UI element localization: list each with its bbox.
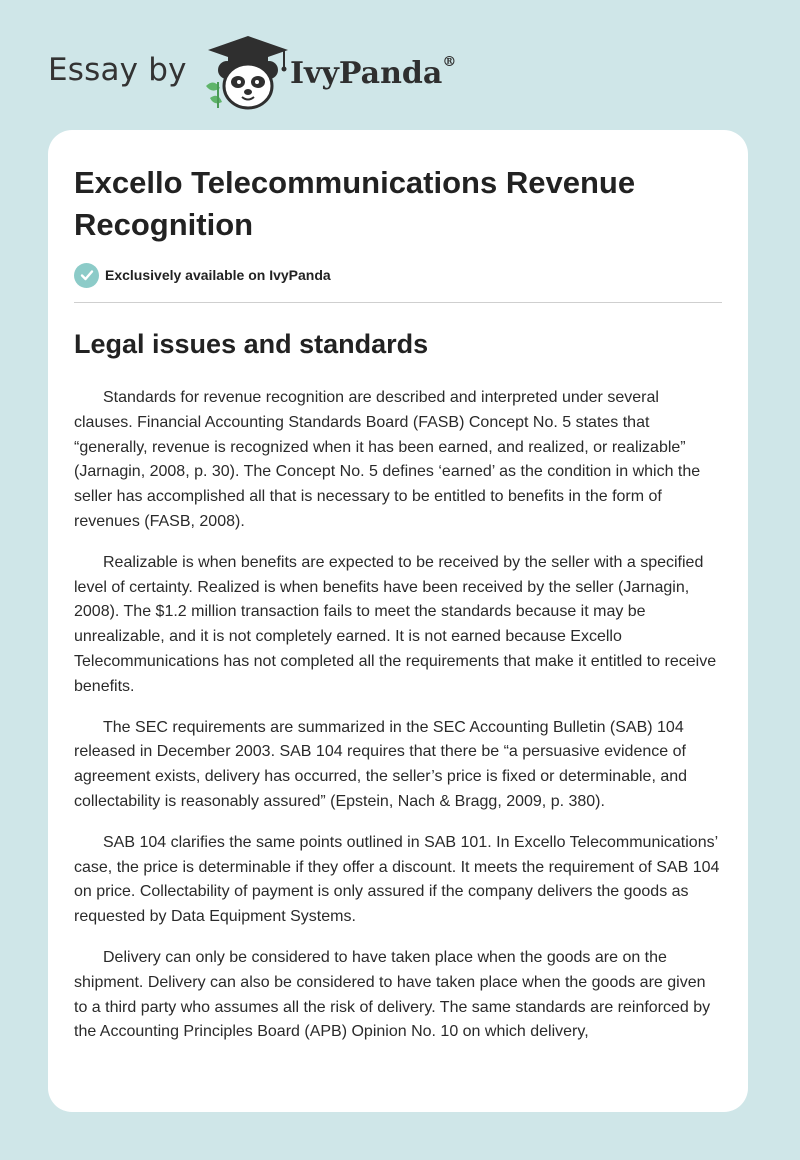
checkmark-icon [74, 263, 99, 288]
section-title: Legal issues and standards [74, 329, 429, 359]
exclusive-label: Exclusively available on IvyPanda [105, 267, 331, 283]
paragraph: The SEC requirements are summarized in the SEC Accounting Bulletin (SAB) 104 released in December 2003. SAB 104 requires that there be “a persuasive evidence of agreement exists, delivery has occurred, the seller’s price is fixed or determinable, and collectability is reasonably assured” (Epstein, Nach & Bragg, 2009, p. 380). [74, 718, 688, 810]
exclusive-badge [74, 262, 331, 288]
article-card [48, 130, 748, 1112]
page-title: Excello Telecommunications Revenue Recognition [74, 165, 636, 242]
essay-by-label: Essay by [48, 52, 187, 88]
article-body [74, 386, 722, 1061]
divider [74, 302, 722, 303]
paragraph: Realizable is when benefits are expected to be received by the seller with a specified level of certainty. Realized is when benefits have been received by the seller (Jarnagin, 2008). The $1.2 million transaction fails to meet the standards because it may be unrealizable, and it is not completely earned. It is not earned because Excello Telecommunications has not completed all the requirements that make it entitled to receive benefits. [74, 553, 717, 695]
site-header [0, 0, 800, 130]
paragraph: Standards for revenue recognition are described and interpreted under several clauses. Financial Accounting Standards Board (FASB) Concept No. 5 states that “generally, revenue is recognized when it has been earned, and realized, or realizable” (Jarnagin, 2008, p. 30). The Concept No. 5 defines ‘earned’ as the condition in which the seller has accomplished all that is necessary to be entitled to benefits in the form of revenues (FASB, 2008). [74, 389, 701, 530]
paragraph: Delivery can only be considered to have taken place when the goods are on the shipment. Delivery can also be considered to have taken place when the goods are given to a third party who assumes all the risk of delivery. The same standards are reinforced by the Accounting Principles Board (APB) Opinion No. 10 on which delivery, [74, 948, 711, 1041]
paragraph: SAB 104 clarifies the same points outlined in SAB 101. In Excello Telecommunications’ case, the price is determinable if they offer a discount. It meets the requirement of SAB 104 on price. Collectability of payment is only assured if the company delivers the goods as requested by Data Equipment Systems. [74, 833, 720, 926]
registered-mark: ® [442, 54, 457, 70]
brand-name[interactable]: IvyPanda® [290, 54, 457, 91]
ivypanda-logo-icon[interactable] [200, 34, 296, 112]
